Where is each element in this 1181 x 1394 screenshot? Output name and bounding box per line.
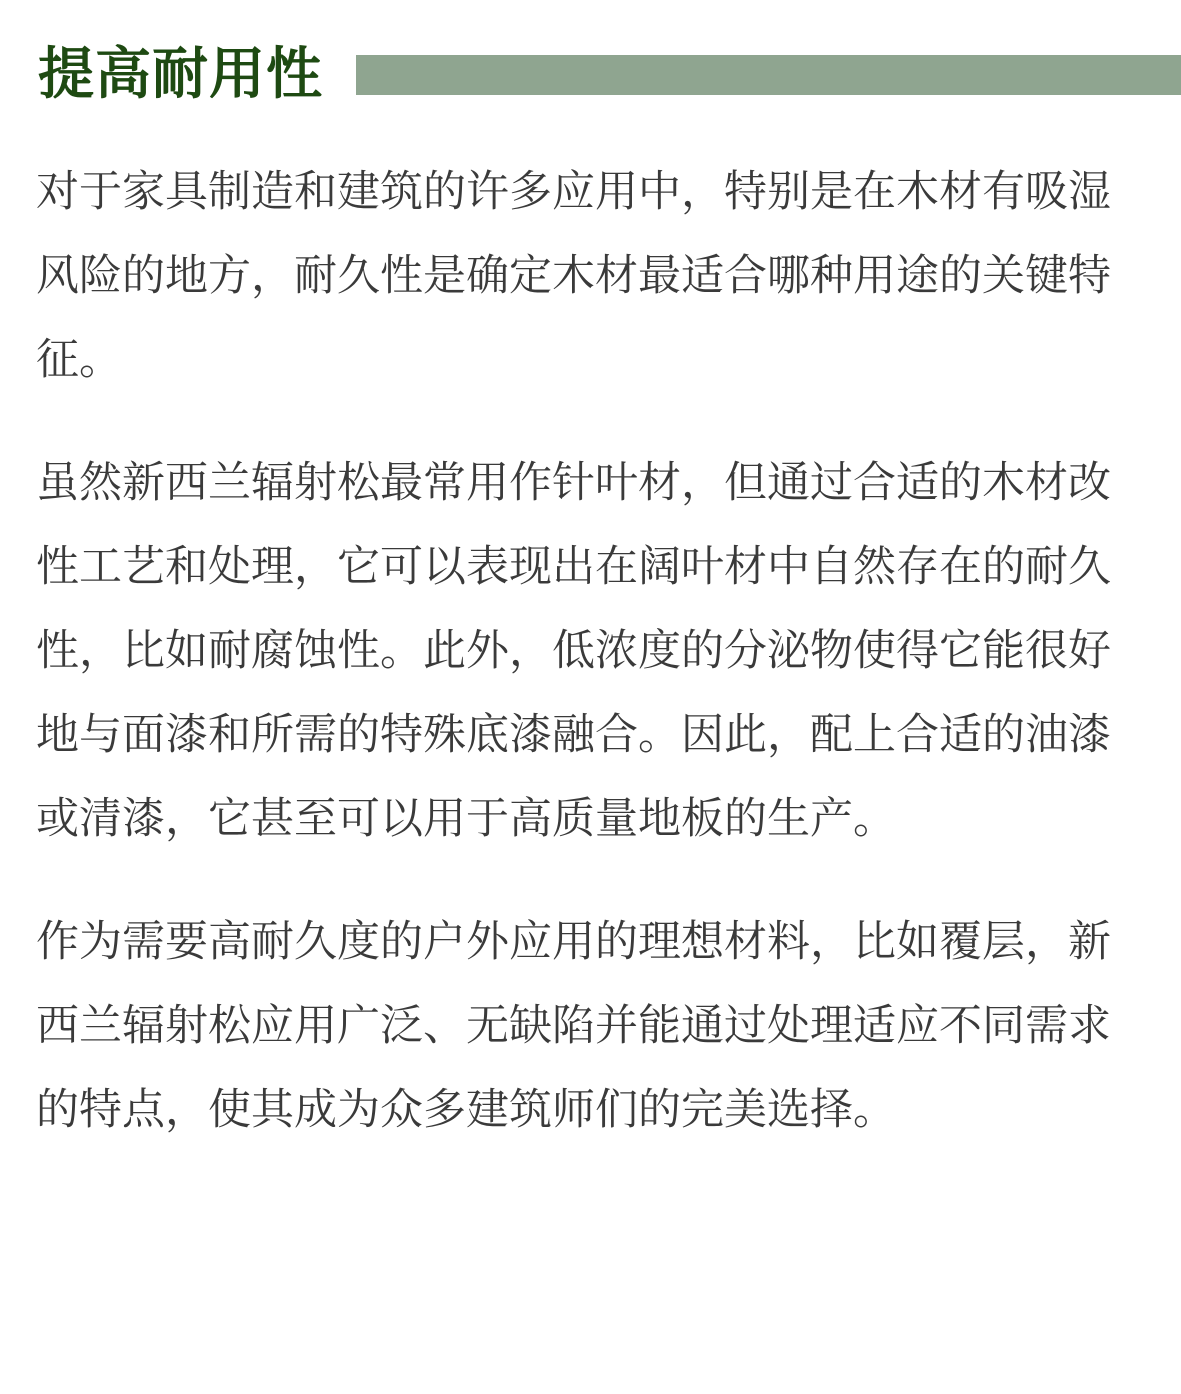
paragraph-modification: 虽然新西兰辐射松最常用作针叶材，但通过合适的木材改性工艺和处理，它可以表现出在阔叶材中自然存在的耐久性，比如耐腐蚀性。此外，低浓度的分泌物使得它能很好地与面漆和所需的特殊底漆融合。因此，配上合适的油漆或清漆，它甚至可以用于高质量地板的生产。 xyxy=(36,458,1111,844)
title-accent-bar xyxy=(356,55,1181,95)
article-body xyxy=(36,150,1148,1191)
section-title: 提高耐用性 xyxy=(38,42,323,107)
paragraph-outdoor-use: 作为需要高耐久度的户外应用的理想材料，比如覆层，新西兰辐射松应用广泛、无缺陷并能通过处理适应不同需求的特点，使其成为众多建筑师们的完美选择。 xyxy=(36,917,1111,1135)
paragraph-durability-intro: 对于家具制造和建筑的许多应用中，特别是在木材有吸湿风险的地方，耐久性是确定木材最适合哪种用途的关键特征。 xyxy=(36,167,1111,385)
section-header xyxy=(38,40,1181,110)
